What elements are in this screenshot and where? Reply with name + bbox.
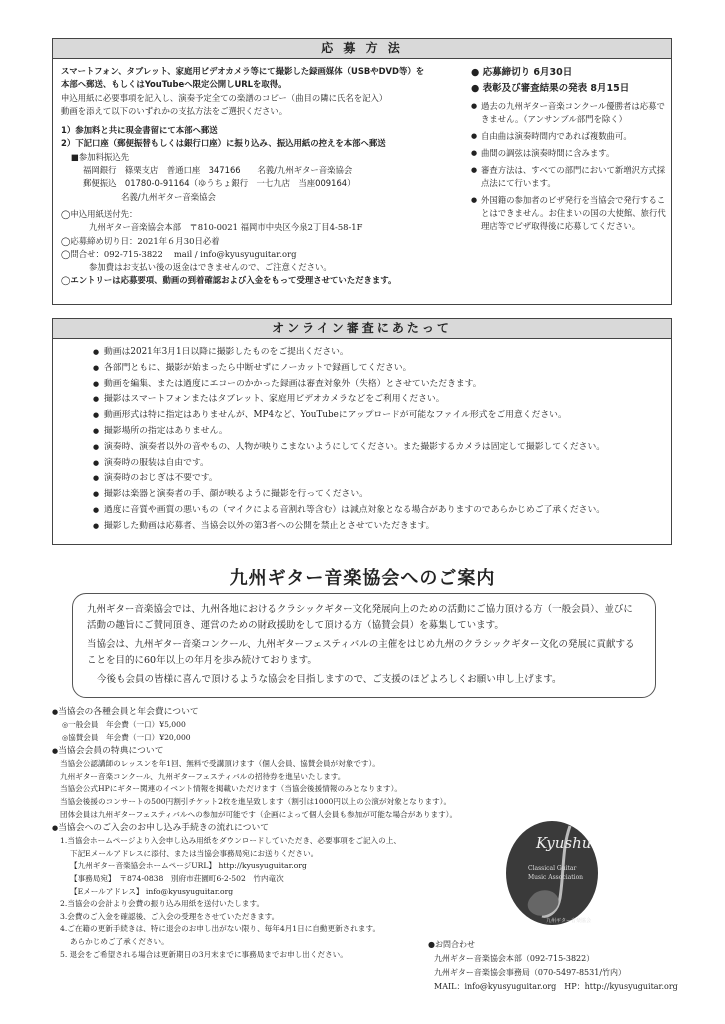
email-address: 【Eメールアドレス】 info@kyusyuguitar.org — [70, 886, 234, 896]
online-review-section — [52, 318, 672, 545]
deadline-heading: ● 応募締切り 6月30日 — [471, 67, 573, 78]
list-item: ● 演奏時の服装は自由です。 — [93, 457, 209, 468]
list-item: ● 動画形式は特に指定はありませんが、MP4など、YouTubeにアップロードが可能なファイル形式をご用意ください。 — [93, 410, 567, 421]
svg-text:Kyushu: Kyushu — [536, 834, 592, 852]
benefit-heading: ●当協会会員の特典について — [52, 746, 164, 757]
payment-option-1: 1）参加料と共に現金書留にて本部へ郵送 — [61, 125, 218, 136]
note-item: ● 自由曲は演奏時間内であれば複数曲可。 — [471, 131, 632, 141]
benefit-list — [52, 758, 482, 821]
application-notes — [471, 65, 667, 237]
media-line-1: スマートフォン、タブレット、家庭用ビデオカメラ等にて撮影した録画媒体（USBやDVD等）を — [61, 66, 425, 76]
list-item: ● 演奏時、演奏者以外の音やもの、人物が映りこまないようにしてください。また撮影するカメラは固定して撮影してください。 — [93, 441, 606, 452]
bank-account: 福岡銀行 篠栗支店 普通口座 347166 名義/九州ギター音楽協会 — [83, 165, 353, 176]
review-rules-list — [93, 345, 663, 535]
flow-step: 3.会費のご入金を確認後、ご入会の受理をさせていただきます。 — [60, 911, 280, 921]
list-item: ● 過度に音質や画質の悪いもの（マイクによる音割れ等含む）は減点対象となる場合がありますのであらかじめご了承ください。 — [93, 504, 606, 515]
application-method-section — [52, 38, 672, 305]
send-heading: ◯申込用紙送付先： — [61, 208, 138, 219]
svg-text:九州ギター音楽協会: 九州ギター音楽協会 — [546, 918, 591, 924]
flow-step: 1.当協会ホームページより入会申し込み用紙をダウンロードしていただき、必要事項をご記入の上、 — [60, 836, 401, 846]
entry-note: ◯エントリーは応募要項、動画の到着確認および入金をもって受理させていただきます。 — [61, 275, 397, 286]
svg-text:Music Association: Music Association — [528, 874, 584, 881]
list-item: ● 演奏時のおじぎは不要です。 — [93, 473, 218, 484]
contact-info — [428, 938, 698, 994]
flow-step: 5. 退会をご希望される場合は更新期日の3月末までに事務局までお申し出ください。 — [60, 949, 348, 959]
flow-step-cont: あらかじめご了承ください。 — [70, 936, 169, 946]
note-item: ● 曲間の調弦は演奏時間に含みます。 — [471, 148, 615, 158]
intro-paragraph: 今後も会員の皆様に喜んで頂けるような協会を目指しますので、ご支援のほどよろしくお願い申し上げます。 — [97, 674, 562, 685]
list-item: ● 動画は2021年3月1日以降に撮影したものをご提出ください。 — [93, 347, 349, 357]
contact-line: ◯問合せ：092-715-3822 mail / info@kyusyuguitar.org — [61, 248, 297, 259]
deadline: ◯応募締め切り日：2021年６月30日必着 — [61, 235, 220, 246]
note-item: ● 過去の九州ギター音楽コンクール優勝者は応募できません。（アンサンブル部門を除く） — [471, 101, 665, 124]
list-item: ● 撮影した動画は応募者、当協会以外の第3者への公開を禁止とさせていただきます。 — [93, 520, 435, 531]
refund-note: 参加費はお支払い後の返金はできませんので、ご注意ください。 — [89, 262, 332, 273]
membership-info — [52, 705, 482, 961]
contact-office: 九州ギター音楽協会事務局（070-5497-8531/竹内） — [434, 968, 627, 977]
association-logo — [502, 818, 602, 928]
homepage-url: 【九州ギター音楽協会ホームページURL】 http://kyusyuguitar.org — [70, 861, 307, 871]
list-item: ● 各部門ともに、撮影が始まったら中断せずにノーカットで録画してください。 — [93, 362, 412, 373]
office-address: 【事務局宛】 〒874-0838 別府市荘園町6-2-502 竹内竜次 — [70, 873, 284, 883]
flow-step-cont: 下記Eメールアドレスに添付、または当協会事務局宛にお送りください。 — [70, 848, 319, 858]
flow-step: 2.当協会の会計より会費の振り込み用紙を送付いたします。 — [60, 899, 265, 909]
results-heading: ● 表彰及び審査結果の発表 8月15日 — [471, 83, 630, 94]
application-details — [61, 65, 466, 288]
form-line-2: 動画を添えて以下のいずれかの支払方法をご選択ください。 — [61, 105, 288, 116]
section-title: オンライン審査にあたって — [53, 319, 671, 339]
association-title: 九州ギター音楽協会へのご案内 — [229, 568, 496, 589]
media-line-2: 本部へ郵送、もしくはYouTubeへ限定公開しURLを取得。 — [61, 79, 287, 90]
list-item: 当協会後援のコンサートの500円割引チケット2枚を進呈致します（割引は1000円以上の公演が対象となります）。 — [60, 796, 452, 806]
list-item: 団体会員は九州ギターフェスティバルへの参加が可能です（企画によって個人会員も参加が可能な場合があります）。 — [60, 809, 458, 819]
contact-heading: ●お問合わせ — [428, 940, 475, 949]
contact-hq: 九州ギター音楽協会本部（092-715-3822） — [434, 954, 595, 963]
fee-sponsor: ◎協賛会員 年会費（一口）¥20,000 — [62, 732, 191, 742]
list-item: 当協会公式HPにギター関連のイベント情報を掲載いただけます（当協会後援情報のみとなります）。 — [60, 784, 402, 794]
contact-mail-hp: MAIL：info@kyusyuguitar.org HP：http://kyusyuguitar.org — [434, 982, 678, 991]
section-title: 応 募 方 法 — [53, 39, 671, 59]
intro-paragraph: 九州ギター音楽協会では、九州各地におけるクラシックギター文化発展向上のための活動にご協力頂ける方（一般会員）、並びに活動の趣旨にご賛同頂き、運営のための財政援助をして頂ける方（協賛会員）を募集しています。 — [87, 604, 633, 631]
flow-step: 4.ご在籍の更新手続きは、特に退会のお申し出がない限り、毎年4月1日に自動更新されます。 — [60, 924, 381, 934]
flow-list — [52, 835, 482, 961]
fee-general: ◎一般会員 年会費（一口）¥5,000 — [62, 720, 186, 729]
list-item: 九州ギター音楽コンクール、九州ギターフェスティバルの招待券を進呈いたします。 — [60, 771, 346, 781]
intro-paragraph: 当協会は、九州ギター音楽コンクール、九州ギターフェスティバルの主催をはじめ九州のクラシックギター文化の発展に貢献することを目的に60年以上の年月を歩み続けております。 — [87, 639, 635, 666]
list-item: ● 動画を編集、または過度にエコーのかかった録画は審査対象外（失格）とさせていただきます。 — [93, 378, 482, 389]
list-item: 当協会公認講師のレッスンを年1回、無料で受講頂けます（個人会員、協賛会員が対象です）。 — [60, 759, 380, 769]
fee-heading: ●当協会の各種会員と年会費について — [52, 707, 199, 717]
flow-heading: ●当協会へのご入会のお申し込み手続きの流れについて — [52, 823, 270, 834]
send-address: 九州ギター音楽協会本部 〒810-0021 福岡市中央区今泉2丁目4-58-1F — [89, 222, 363, 233]
list-item: ● 撮影は楽器と演奏者の手、顔が映るように撮影を行ってください。 — [93, 489, 368, 500]
postal-account: 郵便振込 01780-0-91164（ゆうちょ銀行 一七九店 当座009164） — [83, 178, 356, 189]
association-intro — [72, 593, 656, 698]
form-line-1: 申込用紙に必要事項を記入し、演奏予定全ての楽譜のコピー（曲目の隣に氏名を記入） — [61, 92, 388, 103]
account-heading: ■参加料振込先 — [71, 151, 130, 162]
list-item: ● 撮影はスマートフォンまたはタブレット、家庭用ビデオカメラなどをご利用ください。 — [93, 394, 445, 405]
postal-account-name: 名義/九州ギター音楽協会 — [121, 191, 216, 202]
note-item: ● 外国籍の参加者のビザ発行を当協会で発行することはできません。お住まいの国の大使館、旅行代理店等でビザ取得後に応募してください。 — [471, 195, 666, 231]
svg-text:Classical Guitar: Classical Guitar — [528, 865, 577, 872]
payment-option-2: 2）下記口座（郵便振替もしくは銀行口座）に振り込み、振込用紙の控えを本部へ郵送 — [61, 138, 386, 149]
list-item: ● 撮影場所の指定はありません。 — [93, 425, 228, 436]
note-item: ● 審査方法は、すべての部門において新増沢方式採点法にて行います。 — [471, 165, 666, 188]
